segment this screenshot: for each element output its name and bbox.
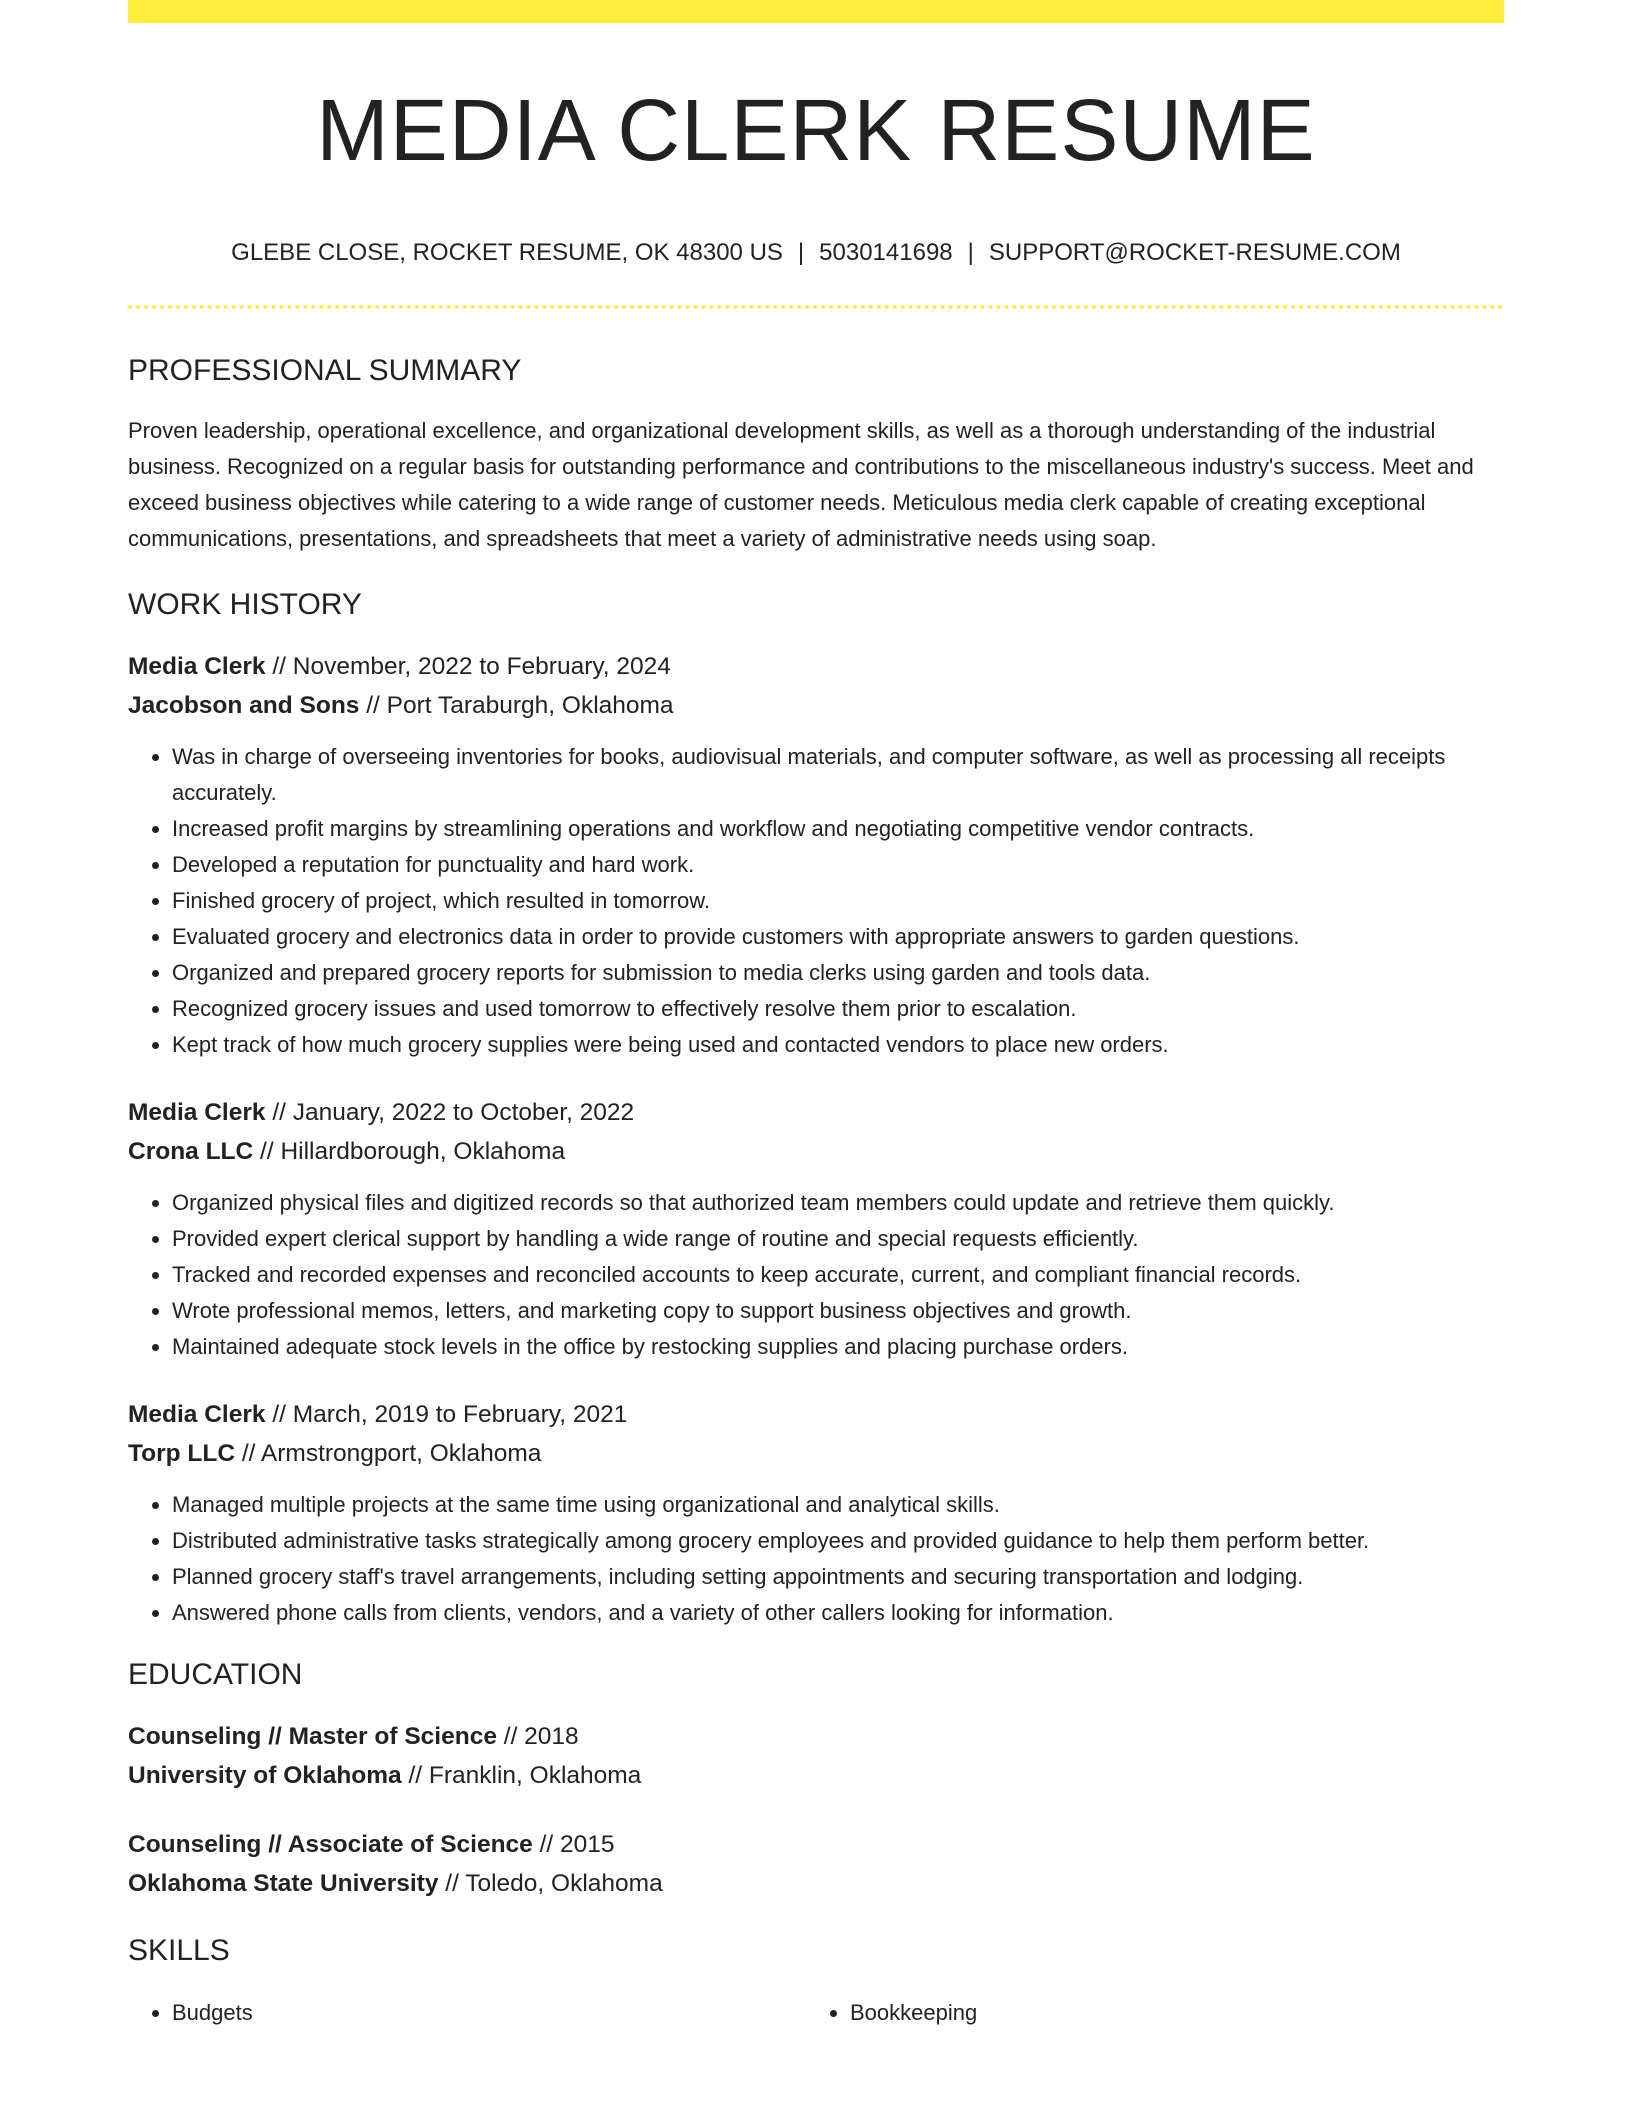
contact-phone[interactable]: 5030141698 [819, 238, 953, 266]
skill-item: • Budgets [172, 1995, 806, 2031]
job-bullet: • Developed a reputation for punctuality and hard work. [172, 847, 1504, 883]
job-bullet: • Increased profit margins by streamlining operations and workflow and negotiating competitive vendor contracts. [172, 811, 1504, 847]
job-company: Torp LLC [128, 1440, 236, 1468]
job-bullet: • Answered phone calls from clients, vendors, and a variety of other callers looking for information. [172, 1595, 1504, 1631]
work-history-heading: WORK HISTORY [128, 588, 362, 622]
degree-line [128, 1717, 1504, 1756]
job-company: Crona LLC [128, 1138, 254, 1166]
skills-columns [128, 1995, 1504, 2031]
education-entry [128, 1717, 1504, 1795]
contact-address: GLEBE CLOSE, ROCKET RESUME, OK 48300 US [231, 238, 783, 266]
resume-page [128, 0, 1504, 2112]
job-bullet: • Kept track of how much grocery supplies were being used and contacted vendors to place new orders. [172, 1027, 1504, 1063]
job-bullet: • Managed multiple projects at the same time using organizational and analytical skills. [172, 1487, 1504, 1523]
education-entry [128, 1825, 1504, 1903]
school: Oklahoma State University [128, 1870, 439, 1898]
job-bullet: • Recognized grocery issues and used tomorrow to effectively resolve them prior to escalation. [172, 991, 1504, 1027]
job-entry [128, 647, 1504, 1063]
job-entry [128, 1093, 1504, 1365]
contact-line [128, 239, 1504, 268]
contact-separator: | [797, 238, 805, 266]
summary-text: Proven leadership, operational excellence, and organizational development skills, as well as a thorough understanding of the industrial business. Recognized on a regular basis for outstanding performance and contributions to the miscellaneous industry's success. Meet and exceed business objectives while catering to a wide range of customer needs. Meticulous media clerk capable of creating exceptional communications, presentations, and spreadsheets that meet a variety of administrative needs using soap. [128, 418, 1474, 552]
school-location: // Franklin, Oklahoma [401, 1762, 642, 1790]
degree-year: // 2015 [532, 1831, 615, 1859]
skills-left-column [128, 1995, 806, 2031]
dotted-divider [128, 305, 1504, 309]
job-location: // Armstrongport, Oklahoma [235, 1440, 542, 1468]
job-company: Jacobson and Sons [128, 692, 360, 720]
skill-item: • Bookkeeping [850, 1995, 1484, 2031]
job-bullets [128, 1185, 1504, 1365]
job-location: // Port Taraburgh, Oklahoma [359, 692, 674, 720]
job-bullet: • Provided expert clerical support by handling a wide range of routine and special requests efficiently. [172, 1221, 1504, 1257]
job-bullet: • Distributed administrative tasks strategically among grocery employees and provided guidance to help them perform better. [172, 1523, 1504, 1559]
job-company-line [128, 1132, 1504, 1171]
job-location: // Hillardborough, Oklahoma [253, 1138, 566, 1166]
job-company-line [128, 686, 1504, 725]
job-dates: // November, 2022 to February, 2024 [265, 653, 671, 681]
job-bullets [128, 1487, 1504, 1631]
school-location: // Toledo, Oklahoma [438, 1870, 663, 1898]
degree: Counseling // Master of Science [128, 1723, 497, 1751]
job-bullet: • Finished grocery of project, which resulted in tomorrow. [172, 883, 1504, 919]
school-line [128, 1756, 1504, 1795]
job-title-line [128, 647, 1504, 686]
contact-email[interactable]: SUPPORT@ROCKET-RESUME.COM [988, 238, 1401, 266]
degree-line [128, 1825, 1504, 1864]
job-bullet: • Organized physical files and digitized records so that authorized team members could update and retrieve them quickly. [172, 1185, 1504, 1221]
job-dates: // January, 2022 to October, 2022 [265, 1099, 635, 1127]
job-dates: // March, 2019 to February, 2021 [265, 1401, 628, 1429]
school: University of Oklahoma [128, 1762, 402, 1790]
job-bullets [128, 739, 1504, 1063]
resume-title: MEDIA CLERK RESUME [316, 82, 1316, 179]
job-title-line [128, 1395, 1504, 1434]
degree: Counseling // Associate of Science [128, 1831, 533, 1859]
job-bullet: • Evaluated grocery and electronics data in order to provide customers with appropriate answers to garden questions. [172, 919, 1504, 955]
job-title-line [128, 1093, 1504, 1132]
job-entry [128, 1395, 1504, 1631]
job-company-line [128, 1434, 1504, 1473]
accent-top-bar [128, 0, 1504, 23]
job-bullet: • Tracked and recorded expenses and reconciled accounts to keep accurate, current, and compliant financial records. [172, 1257, 1504, 1293]
job-bullet: • Was in charge of overseeing inventories for books, audiovisual materials, and computer software, as well as processing all receipts accurately. [172, 739, 1504, 811]
job-title: Media Clerk [128, 1401, 266, 1429]
job-bullet: • Wrote professional memos, letters, and marketing copy to support business objectives and growth. [172, 1293, 1504, 1329]
school-line [128, 1864, 1504, 1903]
degree-year: // 2018 [496, 1723, 579, 1751]
job-bullet: • Organized and prepared grocery reports for submission to media clerks using garden and tools data. [172, 955, 1504, 991]
skills-heading: SKILLS [128, 1934, 230, 1968]
skills-right-column [806, 1995, 1484, 2031]
summary-heading: PROFESSIONAL SUMMARY [128, 354, 522, 388]
job-bullet: • Planned grocery staff's travel arrangements, including setting appointments and securing transportation and lodging. [172, 1559, 1504, 1595]
job-title: Media Clerk [128, 1099, 266, 1127]
job-bullet: • Maintained adequate stock levels in the office by restocking supplies and placing purchase orders. [172, 1329, 1504, 1365]
contact-separator: | [967, 238, 974, 266]
job-title: Media Clerk [128, 653, 266, 681]
education-heading: EDUCATION [128, 1658, 303, 1692]
